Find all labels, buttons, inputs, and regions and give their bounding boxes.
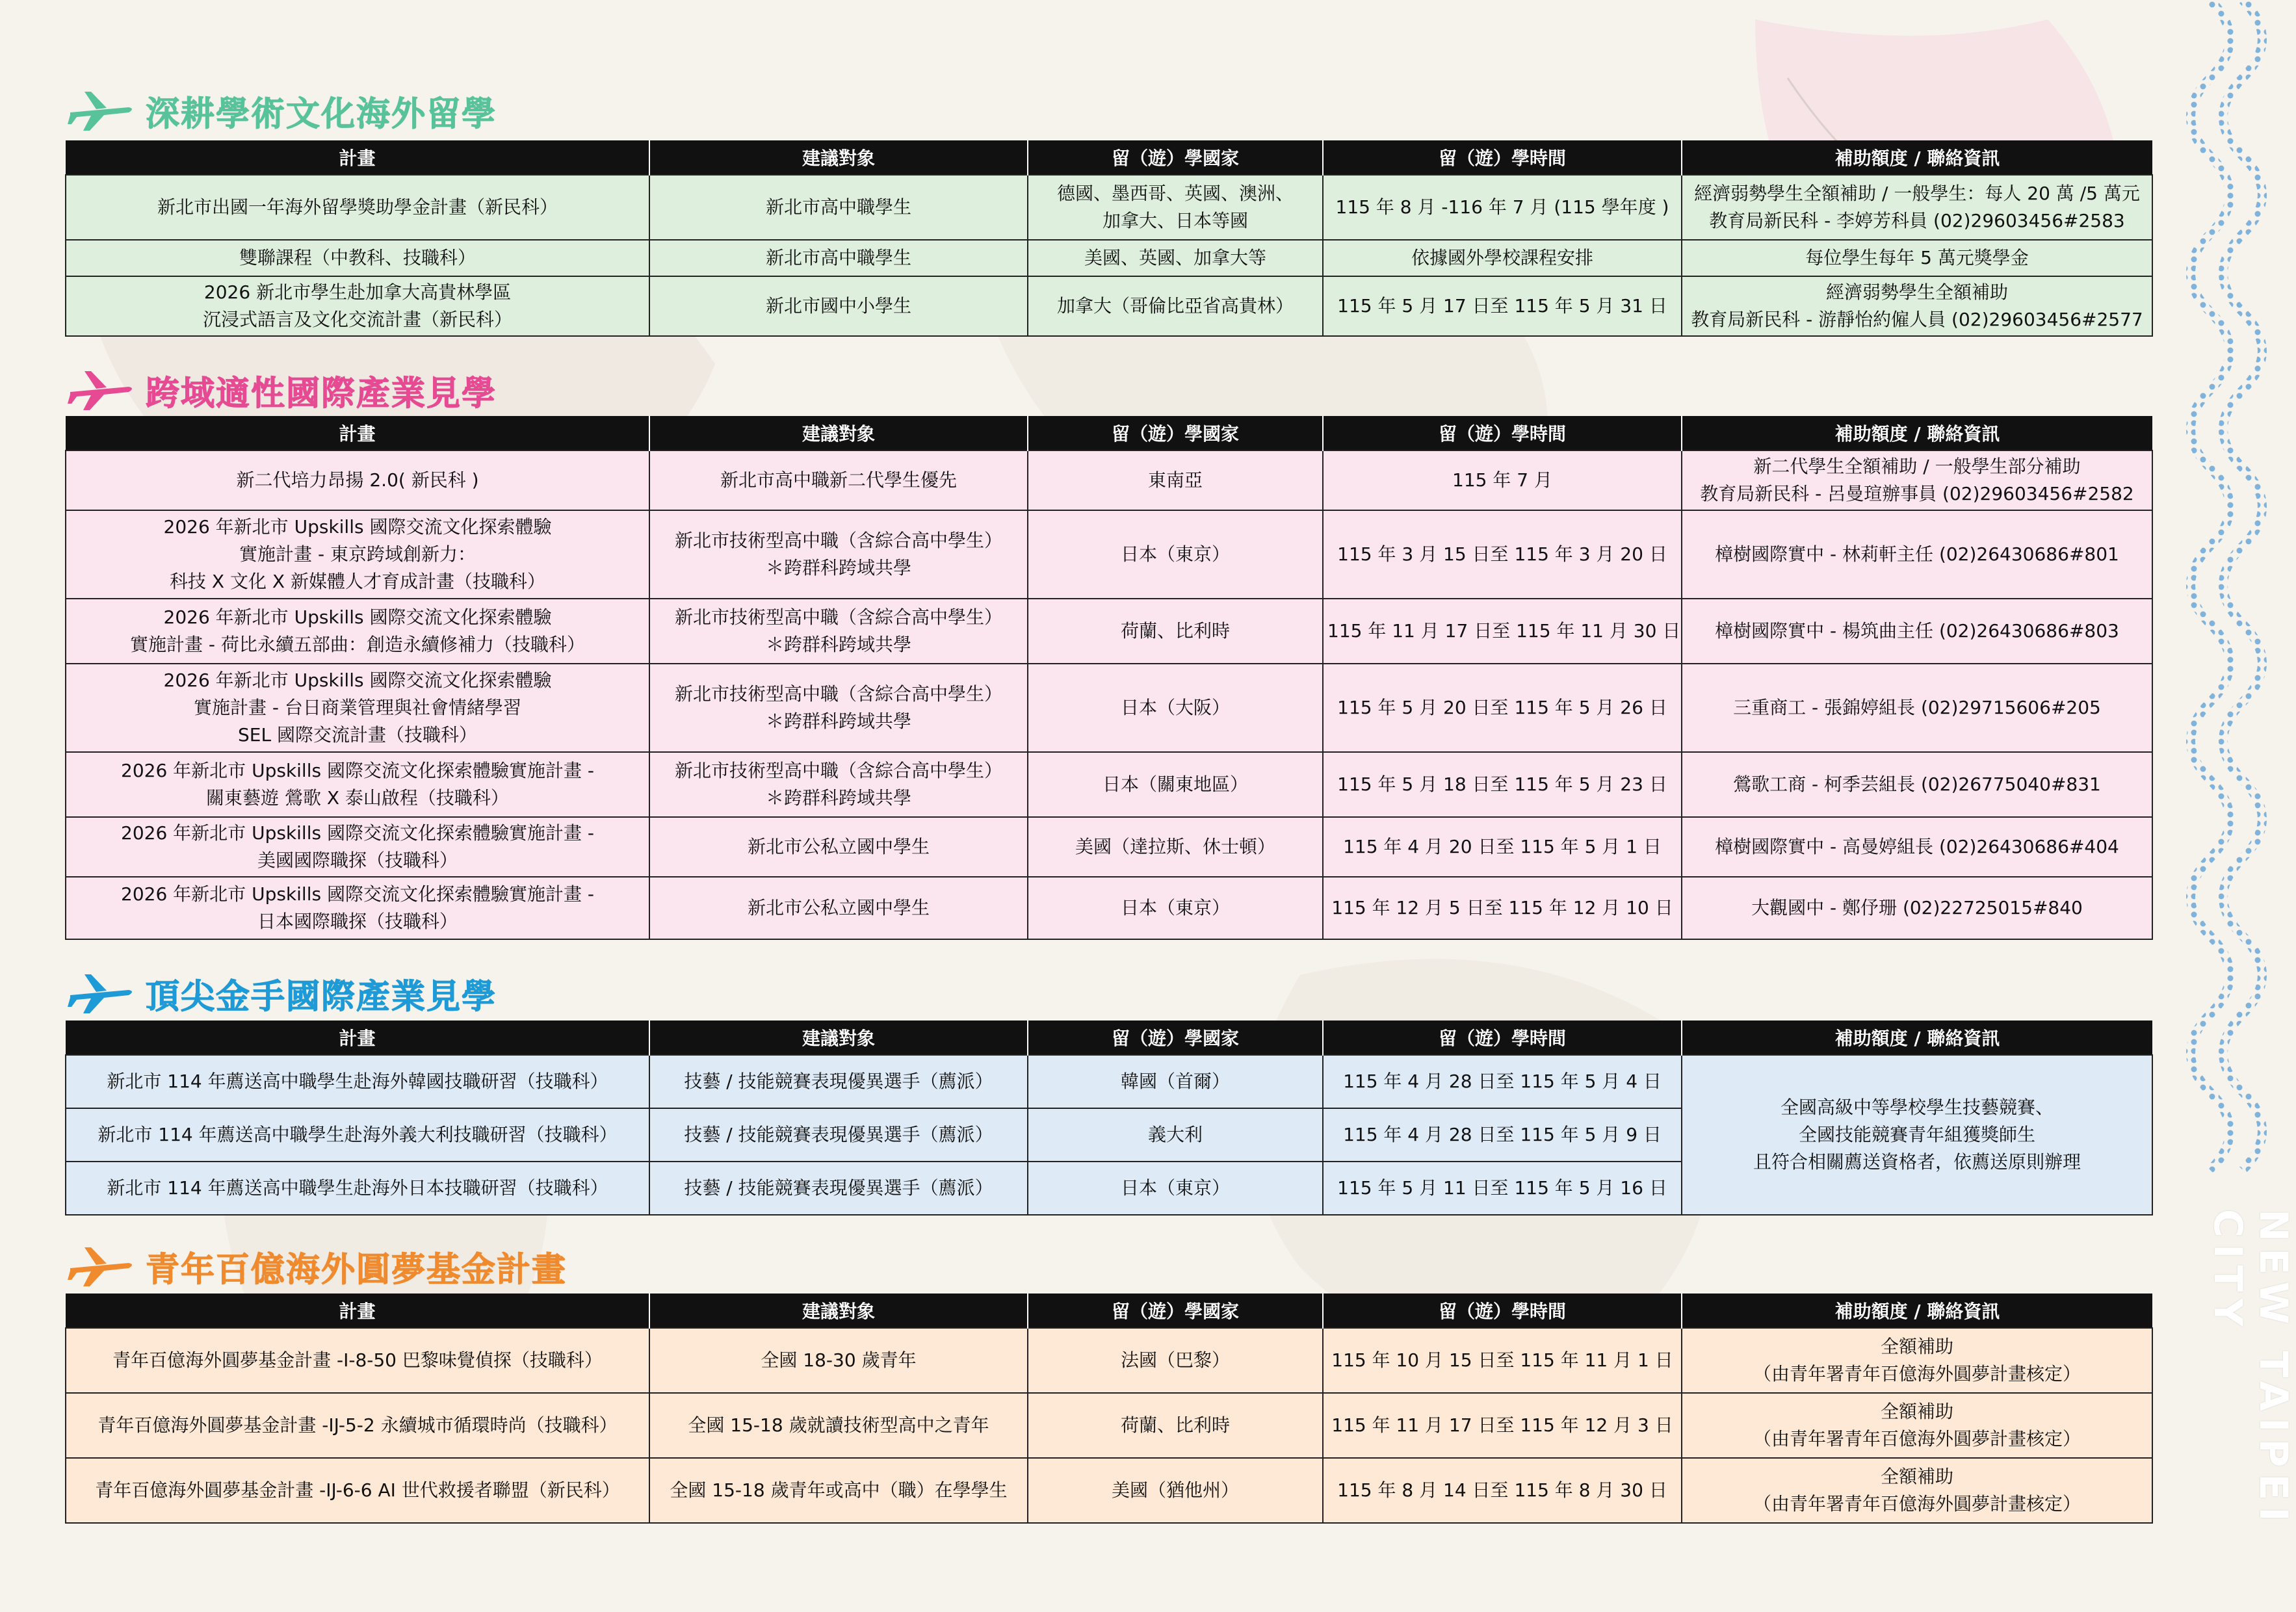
country-cell: 德國、墨西哥、英國、澳洲、 加拿大、日本等國	[1028, 175, 1323, 240]
info-cell: 經濟弱勢學生全額補助 / 一般學生：每人 20 萬 /5 萬元 教育局新民科 - 李婷芳科員 (02)29603456#2583	[1682, 175, 2152, 240]
plan-cell: 新北市 114 年薦送高中職學生赴海外韓國技職研習（技職科）	[66, 1055, 649, 1108]
target-cell: 新北市技術型高中職（含綜合高中學生） ＊跨群科跨域共學	[649, 752, 1028, 817]
info-cell: 全國高級中等學校學生技藝競賽、 全國技能競賽青年組獲獎師生 且符合相關薦送資格者，依薦送原則辦理	[1682, 1055, 2152, 1215]
info-cell: 全額補助 （由青年署青年百億海外圓夢計畫核定）	[1682, 1328, 2152, 1393]
program-table	[65, 416, 2153, 940]
plan-cell: 新北市 114 年薦送高中職學生赴海外日本技職研習（技職科）	[66, 1162, 649, 1215]
info-cell: 新二代學生全額補助 / 一般學生部分補助 教育局新民科 - 呂曼瑄辦事員 (02)29603456#2582	[1682, 450, 2152, 510]
time-cell: 依據國外學校課程安排	[1323, 240, 1682, 276]
time-cell: 115 年 5 月 17 日至 115 年 5 月 31 日	[1323, 276, 1682, 336]
header-country: 留（遊）學國家	[1028, 416, 1323, 450]
header-plan: 計畫	[66, 1294, 649, 1328]
program-table	[65, 140, 2153, 337]
target-cell: 新北市公私立國中學生	[649, 817, 1028, 877]
plan-cell: 2026 年新北市 Upskills 國際交流文化探索體驗實施計畫 - 美國國際職探（技職科）	[66, 817, 649, 877]
header-plan: 計畫	[66, 1020, 649, 1055]
target-cell: 技藝 / 技能競賽表現優異選手（薦派）	[649, 1108, 1028, 1162]
section-title: 深耕學術文化海外留學	[146, 94, 497, 134]
plan-cell: 2026 新北市學生赴加拿大高貴林學區 沉浸式語言及文化交流計畫（新民科）	[66, 276, 649, 336]
header-target: 建議對象	[649, 1020, 1028, 1055]
header-target: 建議對象	[649, 140, 1028, 175]
section-title-bar	[65, 967, 2152, 1019]
table-row	[66, 450, 2152, 510]
target-cell: 全國 15-18 歲青年或高中（職）在學學生	[649, 1458, 1028, 1523]
time-cell: 115 年 5 月 18 日至 115 年 5 月 23 日	[1323, 752, 1682, 817]
country-cell: 加拿大（哥倫比亞省高貴林）	[1028, 276, 1323, 336]
country-cell: 美國（猶他州）	[1028, 1458, 1323, 1523]
section-title-bar	[65, 84, 2152, 136]
table-row	[66, 240, 2152, 276]
section-golden-hands	[65, 967, 2152, 1199]
info-cell: 全額補助 （由青年署青年百億海外圓夢計畫核定）	[1682, 1393, 2152, 1458]
side-city-text: NEW TAIPEI CITY	[2205, 1209, 2296, 1528]
time-cell: 115 年 7 月	[1323, 450, 1682, 510]
time-cell: 115 年 10 月 15 日至 115 年 11 月 1 日	[1323, 1328, 1682, 1393]
airplane-icon	[65, 1243, 137, 1289]
time-cell: 115 年 4 月 28 日至 115 年 5 月 4 日	[1323, 1055, 1682, 1108]
header-plan: 計畫	[66, 416, 649, 450]
plan-cell: 2026 年新北市 Upskills 國際交流文化探索體驗 實施計畫 - 台日商業管理與社會情緒學習 SEL 國際交流計畫（技職科）	[66, 664, 649, 752]
table-row	[66, 752, 2152, 817]
target-cell: 新北市高中職學生	[649, 175, 1028, 240]
country-cell: 日本（東京）	[1028, 510, 1323, 599]
info-cell: 樟樹國際實中 - 林莉軒主任 (02)26430686#801	[1682, 510, 2152, 599]
table-row	[66, 877, 2152, 939]
header-target: 建議對象	[649, 416, 1028, 450]
country-cell: 日本（大阪）	[1028, 664, 1323, 752]
table-row	[66, 1328, 2152, 1393]
time-cell: 115 年 11 月 17 日至 115 年 11 月 30 日	[1323, 599, 1682, 664]
target-cell: 全國 15-18 歲就讀技術型高中之青年	[649, 1393, 1028, 1458]
header-info: 補助額度 / 聯絡資訊	[1682, 140, 2152, 175]
table-row	[66, 175, 2152, 240]
header-time: 留（遊）學時間	[1323, 1294, 1682, 1328]
header-info: 補助額度 / 聯絡資訊	[1682, 416, 2152, 450]
info-cell: 大觀國中 - 鄭伃珊 (02)22725015#840	[1682, 877, 2152, 939]
section-title-bar	[65, 364, 2152, 416]
plan-cell: 2026 年新北市 Upskills 國際交流文化探索體驗實施計畫 - 日本國際職探（技職科）	[66, 877, 649, 939]
table-header-row	[66, 140, 2152, 175]
info-cell: 全額補助 （由青年署青年百億海外圓夢計畫核定）	[1682, 1458, 2152, 1523]
time-cell: 115 年 8 月 14 日至 115 年 8 月 30 日	[1323, 1458, 1682, 1523]
table-header-row	[66, 416, 2152, 450]
table-row	[66, 599, 2152, 664]
table-row	[66, 817, 2152, 877]
target-cell: 技藝 / 技能競賽表現優異選手（薦派）	[649, 1055, 1028, 1108]
plan-cell: 青年百億海外圓夢基金計畫 -IJ-5-2 永續城市循環時尚（技職科）	[66, 1393, 649, 1458]
section-title: 跨域適性國際產業見學	[146, 374, 497, 413]
section-title-bar	[65, 1240, 2152, 1292]
plan-cell: 青年百億海外圓夢基金計畫 -IJ-6-6 AI 世代救援者聯盟（新民科）	[66, 1458, 649, 1523]
info-cell: 三重商工 - 張錦婷組長 (02)29715606#205	[1682, 664, 2152, 752]
time-cell: 115 年 4 月 28 日至 115 年 5 月 9 日	[1323, 1108, 1682, 1162]
section-youth-dream-fund	[65, 1240, 2152, 1514]
info-cell: 每位學生每年 5 萬元獎學金	[1682, 240, 2152, 276]
header-country: 留（遊）學國家	[1028, 1020, 1323, 1055]
country-cell: 荷蘭、比利時	[1028, 599, 1323, 664]
section-industry-visit	[65, 364, 2152, 932]
plan-cell: 雙聯課程（中教科、技職科）	[66, 240, 649, 276]
header-time: 留（遊）學時間	[1323, 416, 1682, 450]
section-title: 青年百億海外圓夢基金計畫	[146, 1250, 567, 1290]
table-header-row	[66, 1294, 2152, 1328]
target-cell: 新北市國中小學生	[649, 276, 1028, 336]
time-cell: 115 年 4 月 20 日至 115 年 5 月 1 日	[1323, 817, 1682, 877]
time-cell: 115 年 12 月 5 日至 115 年 12 月 10 日	[1323, 877, 1682, 939]
program-table	[65, 1020, 2153, 1216]
country-cell: 韓國（首爾）	[1028, 1055, 1323, 1108]
country-cell: 美國（達拉斯、休士頓）	[1028, 817, 1323, 877]
target-cell: 全國 18-30 歲青年	[649, 1328, 1028, 1393]
program-table	[65, 1294, 2153, 1524]
time-cell: 115 年 5 月 11 日至 115 年 5 月 16 日	[1323, 1162, 1682, 1215]
country-cell: 義大利	[1028, 1108, 1323, 1162]
plan-cell: 新北市出國一年海外留學獎助學金計畫（新民科）	[66, 175, 649, 240]
info-cell: 經濟弱勢學生全額補助 教育局新民科 - 游靜怡約僱人員 (02)29603456#2577	[1682, 276, 2152, 336]
country-cell: 日本（關東地區）	[1028, 752, 1323, 817]
header-time: 留（遊）學時間	[1323, 140, 1682, 175]
country-cell: 東南亞	[1028, 450, 1323, 510]
table-row	[66, 1393, 2152, 1458]
table-row	[66, 1055, 2152, 1108]
plan-cell: 2026 年新北市 Upskills 國際交流文化探索體驗 實施計畫 - 荷比永續五部曲：創造永續修補力（技職科）	[66, 599, 649, 664]
target-cell: 新北市高中職新二代學生優先	[649, 450, 1028, 510]
plan-cell: 青年百億海外圓夢基金計畫 -I-8-50 巴黎味覺偵探（技職科）	[66, 1328, 649, 1393]
country-cell: 美國、英國、加拿大等	[1028, 240, 1323, 276]
header-time: 留（遊）學時間	[1323, 1020, 1682, 1055]
table-row	[66, 276, 2152, 336]
table-header-row	[66, 1020, 2152, 1055]
airplane-icon	[65, 970, 137, 1016]
target-cell: 新北市技術型高中職（含綜合高中學生） ＊跨群科跨域共學	[649, 664, 1028, 752]
plan-cell: 新二代培力昂揚 2.0( 新民科 )	[66, 450, 649, 510]
time-cell: 115 年 5 月 20 日至 115 年 5 月 26 日	[1323, 664, 1682, 752]
country-cell: 荷蘭、比利時	[1028, 1393, 1323, 1458]
time-cell: 115 年 8 月 -116 年 7 月 (115 學年度 )	[1323, 175, 1682, 240]
header-country: 留（遊）學國家	[1028, 140, 1323, 175]
country-cell: 日本（東京）	[1028, 877, 1323, 939]
country-cell: 法國（巴黎）	[1028, 1328, 1323, 1393]
airplane-icon	[65, 88, 137, 133]
section-academic-study	[65, 84, 2152, 330]
info-cell: 樟樹國際實中 - 高曼婷組長 (02)26430686#404	[1682, 817, 2152, 877]
airplane-icon	[65, 367, 137, 413]
country-cell: 日本（東京）	[1028, 1162, 1323, 1215]
target-cell: 新北市公私立國中學生	[649, 877, 1028, 939]
header-country: 留（遊）學國家	[1028, 1294, 1323, 1328]
info-cell: 鶯歌工商 - 柯季芸組長 (02)26775040#831	[1682, 752, 2152, 817]
plan-cell: 新北市 114 年薦送高中職學生赴海外義大利技職研習（技職科）	[66, 1108, 649, 1162]
header-target: 建議對象	[649, 1294, 1028, 1328]
target-cell: 新北市技術型高中職（含綜合高中學生） ＊跨群科跨域共學	[649, 599, 1028, 664]
header-plan: 計畫	[66, 140, 649, 175]
header-info: 補助額度 / 聯絡資訊	[1682, 1020, 2152, 1055]
info-cell: 樟樹國際實中 - 楊筑曲主任 (02)26430686#803	[1682, 599, 2152, 664]
table-row	[66, 664, 2152, 752]
plan-cell: 2026 年新北市 Upskills 國際交流文化探索體驗 實施計畫 - 東京跨域創新力： 科技 X 文化 X 新媒體人才育成計畫（技職科）	[66, 510, 649, 599]
table-row	[66, 510, 2152, 599]
section-title: 頂尖金手國際產業見學	[146, 977, 497, 1017]
plan-cell: 2026 年新北市 Upskills 國際交流文化探索體驗實施計畫 - 關東藝遊 鶯歌 X 泰山啟程（技職科）	[66, 752, 649, 817]
time-cell: 115 年 3 月 15 日至 115 年 3 月 20 日	[1323, 510, 1682, 599]
target-cell: 新北市高中職學生	[649, 240, 1028, 276]
target-cell: 技藝 / 技能競賽表現優異選手（薦派）	[649, 1162, 1028, 1215]
header-info: 補助額度 / 聯絡資訊	[1682, 1294, 2152, 1328]
target-cell: 新北市技術型高中職（含綜合高中學生） ＊跨群科跨域共學	[649, 510, 1028, 599]
table-row	[66, 1458, 2152, 1523]
time-cell: 115 年 11 月 17 日至 115 年 12 月 3 日	[1323, 1393, 1682, 1458]
